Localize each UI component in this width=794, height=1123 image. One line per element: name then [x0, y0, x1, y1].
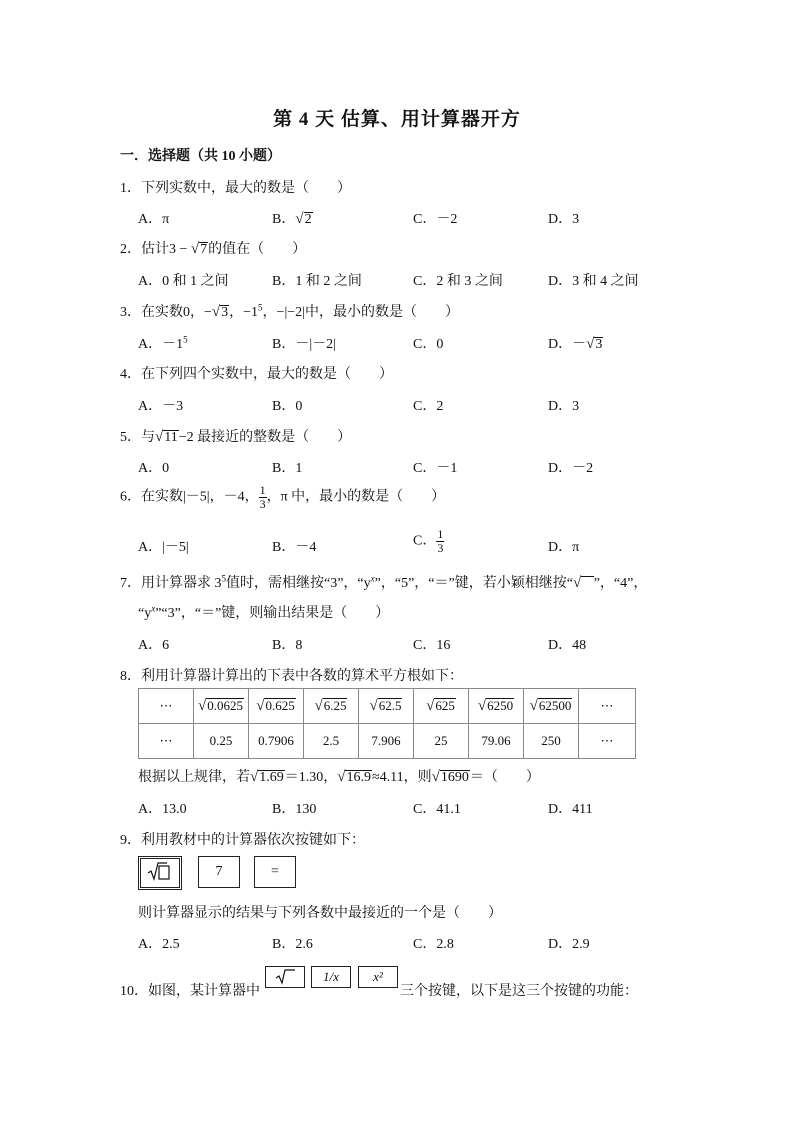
question-5: 5．与√11−2 最接近的整数是（ ） [120, 429, 352, 445]
sqrt-key-icon [265, 966, 305, 988]
key-7: 7 [198, 856, 240, 888]
option-d: D．2.9 [548, 937, 590, 952]
option-d: D．3 和 4 之间 [548, 274, 639, 289]
table-cell: √62500 [524, 689, 579, 724]
option-b: B．√2 [272, 211, 312, 227]
option-b: B．－4 [272, 540, 317, 555]
table-cell: √0.0625 [194, 689, 249, 724]
table-cell: √0.625 [249, 689, 304, 724]
option-d: D．3 [548, 212, 580, 227]
question-7-options [138, 634, 698, 656]
option-a: A．0 [138, 461, 170, 476]
table-row [139, 724, 636, 759]
table-cell: 0.7906 [249, 724, 304, 759]
option-d: D．－2 [548, 461, 594, 476]
option-b: B．8 [272, 638, 303, 653]
question-9-options [138, 933, 698, 955]
table-cell: ⋯ [139, 724, 194, 759]
table-cell: 25 [414, 724, 469, 759]
sqrt-table [138, 688, 636, 759]
table-row [139, 689, 636, 724]
option-b: B．2.6 [272, 937, 313, 952]
option-d: D．411 [548, 802, 593, 817]
question-8-rule: 根据以上规律，若√1.69＝1.30，√16.9≈4.11，则√1690＝（ ） [138, 769, 540, 785]
option-a: A．π [138, 212, 170, 227]
question-2: 2．估计3 − √7的值在（ ） [120, 241, 307, 257]
section-heading: 一．选择题（共 10 小题） [120, 149, 281, 164]
option-a: A．2.5 [138, 937, 180, 952]
option-c: C．0 [413, 337, 444, 352]
key-equals: = [254, 856, 296, 888]
option-a: A．0 和 1 之间 [138, 274, 229, 289]
table-cell: 7.906 [359, 724, 414, 759]
question-1: 1．下列实数中，最大的数是（ ） [120, 181, 351, 196]
option-c: C．－1 [413, 461, 458, 476]
option-b: B．1 [272, 461, 303, 476]
table-cell: 2.5 [304, 724, 359, 759]
table-cell: 0.25 [194, 724, 249, 759]
question-4-options [138, 395, 698, 417]
option-a: A．13.0 [138, 802, 187, 817]
table-cell: √62.5 [359, 689, 414, 724]
option-c: C．2 [413, 399, 444, 414]
table-cell: √6.25 [304, 689, 359, 724]
option-d: D．π [548, 540, 580, 555]
option-c: C．16 [413, 638, 451, 653]
table-cell: ⋯ [139, 689, 194, 724]
option-b: B．－|－2| [272, 337, 336, 352]
question-10-lead: 10．如图，某计算器中 [120, 984, 260, 999]
table-cell: √625 [414, 689, 469, 724]
question-8-options [138, 798, 698, 820]
question-10-tail: 三个按键，以下是这三个按键的功能： [400, 984, 638, 999]
option-b: B．1 和 2 之间 [272, 274, 362, 289]
table-cell: √6250 [469, 689, 524, 724]
option-b: B．0 [272, 399, 303, 414]
option-b: B．130 [272, 802, 317, 817]
option-d: D．3 [548, 399, 580, 414]
table-cell: 79.06 [469, 724, 524, 759]
option-c: C．2 和 3 之间 [413, 274, 503, 289]
question-8: 8．利用计算器计算出的下表中各数的算术平方根如下： [120, 669, 463, 684]
question-3-options [138, 333, 698, 355]
option-c: C．2.8 [413, 937, 454, 952]
option-d: D．48 [548, 638, 587, 653]
option-a: A．6 [138, 638, 170, 653]
page-title: 第 4 天 估算、用计算器开方 [273, 109, 521, 130]
question-6-options [138, 528, 698, 562]
reciprocal-key: 1/x [311, 966, 351, 988]
table-cell: ⋯ [579, 689, 636, 724]
table-cell: 250 [524, 724, 579, 759]
question-9: 9．利用教材中的计算器依次按键如下： [120, 833, 365, 848]
option-d: D．－√3 [548, 336, 603, 352]
option-c: C．41.1 [413, 802, 461, 817]
sqrt-key-icon [138, 856, 182, 890]
option-a: A．－3 [138, 399, 184, 414]
question-7-line-2: “$y^x”“3$”，“＝”键，则输出结果是（ ） [138, 603, 390, 621]
option-a: A．$-1^5$ [138, 334, 188, 352]
option-c: C． $\frac{1}{3}$ [413, 527, 444, 555]
question-2-options [138, 270, 698, 292]
square-key: x² [358, 966, 398, 988]
question-7-line-1: 7．用计算器求 $3^5$值时，需相继按“3”，“$y^x$”，“5”，“＝”键，若小颖相继按“√ ”，“4”， [120, 573, 648, 591]
question-5-options [138, 457, 698, 479]
option-c: C．－2 [413, 212, 458, 227]
question-1-options [138, 208, 698, 230]
question-3: 3．在实数0，−√3，$-1^5$，−|−2|中，最小的数是（ ） [120, 302, 459, 320]
question-6: 6．在实数|－5|，－4， $\frac{1}{3}$ ，π 中，最小的数是（ ） [120, 483, 446, 511]
question-4: 4．在下列四个实数中，最大的数是（ ） [120, 367, 393, 382]
option-a: A．|－5| [138, 540, 189, 555]
question-9-result: 则计算器显示的结果与下列各数中最接近的一个是（ ） [138, 906, 502, 921]
table-cell: ⋯ [579, 724, 636, 759]
